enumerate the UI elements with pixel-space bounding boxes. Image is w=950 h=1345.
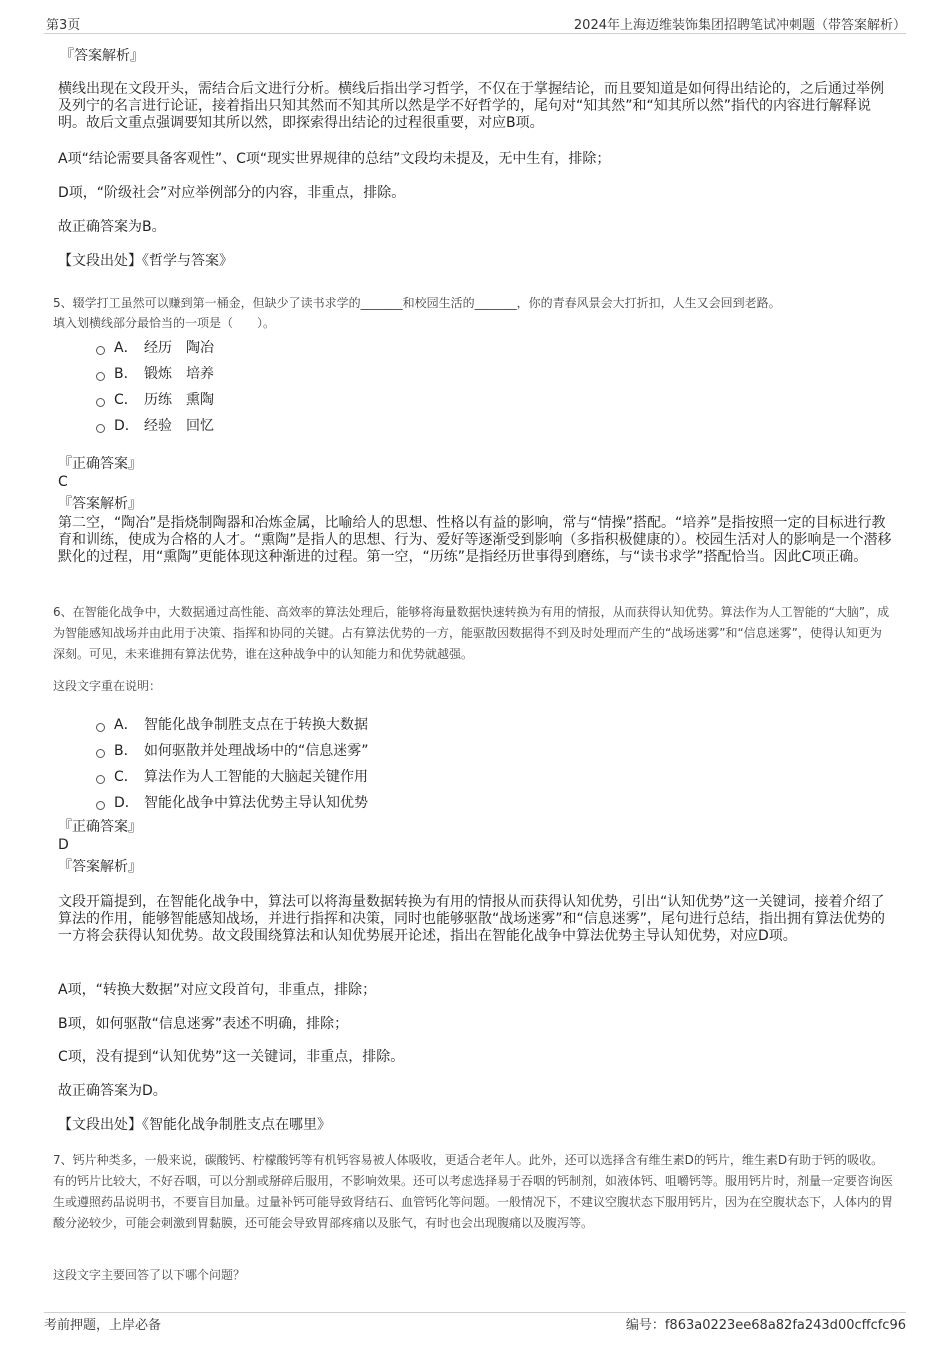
radio-icon[interactable]: [96, 346, 105, 355]
radio-icon[interactable]: [96, 424, 105, 433]
radio-icon[interactable]: [96, 749, 105, 758]
document-title: 2024年上海迈维装饰集团招聘笔试冲刺题（带答案解析）: [573, 18, 906, 33]
q5-option-b[interactable]: B． 锻炼 培养: [96, 363, 214, 383]
q6-option-a[interactable]: A． 智能化战争制胜支点在于转换大数据: [96, 714, 368, 734]
q6-answer-heading: 『正确答案』: [58, 819, 142, 835]
q6-conclusion: 故正确答案为D。: [58, 1083, 167, 1099]
radio-icon[interactable]: [96, 398, 105, 407]
q7-stem: 7、钙片种类多，一般来说，碳酸钙、柠檬酸钙等有机钙容易被人体吸收，更适合老年人。此外，还可以选择含有维生素D的钙片，维生素D有助于钙的吸收。有的钙片比较大，不好吞咽，可以分割或掰碎后服用，不影响效果。还可以考虑选择易于吞咽的钙制剂，如液体钙、咀嚼钙等。服用钙片时，剂量一定要咨询医生或遵照药品说明书，不要盲目加量。过量补钙可能导致肾结石、血管钙化等问题。一般情况下，不建议空腹状态下服用钙片，因为在空腹状态下，人体内的胃酸分泌较少，可能会刺激到胃黏膜，还可能会导致胃部疼痛以及胀气，有时也会出现腹痛以及腹泻等。: [53, 1153, 894, 1230]
q4-analysis-option-d: D项，“阶级社会”对应举例部分的内容，非重点，排除。: [58, 185, 406, 201]
q6-analysis-option-c: C项，没有提到“认知优势”这一关键词，非重点，排除。: [58, 1049, 405, 1065]
q5-option-c[interactable]: C． 历练 熏陶: [96, 389, 214, 409]
radio-icon[interactable]: [96, 801, 105, 810]
header-divider: [44, 33, 906, 34]
q5-option-d[interactable]: D． 经验 回忆: [96, 415, 214, 435]
q4-analysis-heading: 『答案解析』: [60, 48, 144, 64]
q5-answer-heading: 『正确答案』: [58, 456, 142, 472]
q4-analysis-paragraph: 横线出现在文段开头，需结合后文进行分析。横线后指出学习哲学，不仅在于掌握结论，而且要知道是如何得出结论的，之后通过举例及列宁的名言进行论证，接着指出只知其然而不知其所以然是学不好哲学的，尾句对“知其然”和“知其所以然”指代的内容进行解释说明。故后文重点强调要知其所以然，即探索得出结论的过程很重要，对应B项。: [58, 81, 884, 131]
q5-analysis: 第二空，“陶冶”是指烧制陶器和冶炼金属，比喻给人的思想、性格以有益的影响，常与“情操”搭配。“培养”是指按照一定的目标进行教育和训练，使成为合格的人才。“熏陶”是指人的思想、行为、爱好等逐渐受到影响（多指积极健康的）。校园生活对人的影响是一个潜移默化的过程，用“熏陶”更能体现这种渐进的过程。第一空，“历练”是指经历世事得到磨练，与“读书求学”搭配恰当。因此C项正确。: [58, 515, 892, 565]
radio-icon[interactable]: [96, 372, 105, 381]
q6-stem: 6、在智能化战争中，大数据通过高性能、高效率的算法处理后，能够将海量数据快速转换为有用的情报，从而获得认知优势。算法作为人工智能的“大脑”，成为智能感知战场并由此用于决策、指挥和协同的关键。占有算法优势的一方，能驱散因数据得不到及时处理而产生的“战场迷雾”和“信息迷雾”，使得认知更为深刻。可见，未来谁拥有算法优势，谁在这种战争中的认知能力和优势就越强。: [53, 605, 890, 661]
q5-answer: C: [58, 474, 68, 490]
q6-option-c[interactable]: C． 算法作为人工智能的大脑起关键作用: [96, 766, 368, 786]
page-number: 第3页: [46, 18, 81, 33]
q4-conclusion: 故正确答案为B。: [58, 219, 166, 235]
q6-analysis-option-a: A项，“转换大数据”对应文段首句，非重点，排除；: [58, 982, 377, 998]
radio-icon[interactable]: [96, 723, 105, 732]
q5-instruction: 填入划横线部分最恰当的一项是（ ）。: [53, 316, 276, 330]
q6-answer: D: [58, 837, 69, 853]
q6-option-b[interactable]: B． 如何驱散并处理战场中的“信息迷雾”: [96, 740, 369, 760]
q4-analysis-option-ac: A项“结论需要具备客观性”、C项“现实世界规律的总结”文段均未提及，无中生有，排除；: [58, 151, 611, 167]
q6-instruction: 这段文字重在说明：: [53, 679, 162, 693]
footer-slogan: 考前押题，上岸必备: [44, 1318, 162, 1333]
q6-source: 【文段出处】《智能化战争制胜支点在哪里》: [58, 1117, 331, 1133]
q6-analysis-option-b: B项，如何驱散“信息迷雾”表述不明确，排除；: [58, 1016, 349, 1032]
footer-divider: [44, 1312, 906, 1313]
q5-option-a[interactable]: A． 经历 陶冶: [96, 337, 214, 357]
q6-analysis-heading: 『答案解析』: [58, 859, 142, 875]
q6-option-d[interactable]: D． 智能化战争中算法优势主导认知优势: [96, 792, 368, 812]
q5-stem: 5、辍学打工虽然可以赚到第一桶金，但缺少了读书求学的_______和校园生活的_______，你的青春风景会大打折扣，人生又会回到老路。: [53, 296, 781, 310]
q7-instruction: 这段文字主要回答了以下哪个问题？: [53, 1268, 246, 1282]
q6-analysis-paragraph: 文段开篇提到，在智能化战争中，算法可以将海量数据转换为有用的情报从而获得认知优势，引出“认知优势”这一关键词，接着介绍了算法的作用，能够智能感知战场，并进行指挥和决策，同时也能够驱散“战场迷雾”和“信息迷雾”，尾句进行总结，指出拥有算法优势的一方将会获得认知优势。故文段围绕算法和认知优势展开论述，指出在智能化战争中算法优势主导认知优势，对应D项。: [58, 894, 886, 944]
radio-icon[interactable]: [96, 775, 105, 784]
q4-source: 【文段出处】《哲学与答案》: [58, 253, 233, 269]
q5-analysis-heading: 『答案解析』: [58, 496, 142, 512]
footer-serial: 编号：f863a0223ee68a82fa243d00cffcfc96: [625, 1318, 906, 1333]
